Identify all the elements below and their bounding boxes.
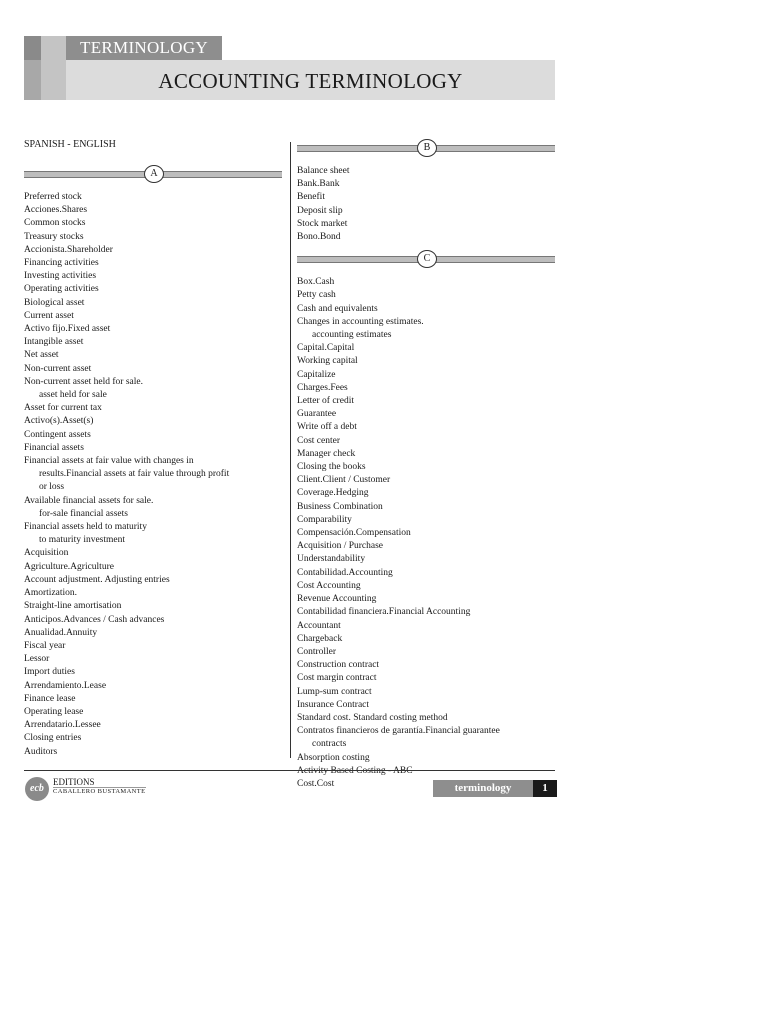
publisher-name-line2: CABALLERO BUSTAMANTE <box>53 788 146 795</box>
glossary-entry: Acciones.Shares <box>24 205 88 216</box>
glossary-entry: Lump-sum contract <box>297 686 372 697</box>
glossary-entry: Asset for current tax <box>24 403 102 414</box>
glossary-entry: Biological asset <box>24 297 85 308</box>
glossary-entry: Cash and equivalents <box>297 303 378 314</box>
glossary-entry <box>297 765 555 778</box>
footer-rule <box>24 770 555 771</box>
glossary-entry: Arrendatario.Lessee <box>24 720 101 731</box>
glossary-entry: Cost.Cost <box>297 778 335 789</box>
page-title: ACCOUNTING TERMINOLOGY <box>158 69 463 93</box>
section-letter-b: B <box>417 139 437 157</box>
glossary-entry: Bono.Bond <box>297 232 341 243</box>
glossary-entry: Insurance Contract <box>297 699 370 710</box>
glossary-entry: Cost center <box>297 435 341 446</box>
language-subtitle: SPANISH - ENGLISH <box>24 139 116 150</box>
glossary-entry: Petty cash <box>297 290 336 301</box>
section-letter-a: A <box>144 165 164 183</box>
publisher-name-line1: EDITIONS <box>53 777 95 787</box>
glossary-entry: Benefit <box>297 192 325 203</box>
section-b-entries <box>297 165 555 244</box>
glossary-entry: Charges.Fees <box>297 382 348 393</box>
glossary-entry: Financial assets <box>24 442 84 453</box>
glossary-entry: Revenue Accounting <box>297 594 377 605</box>
footer-section-label: terminology <box>433 780 533 797</box>
glossary-entry: Net asset <box>24 350 59 361</box>
header-band-left <box>24 60 41 100</box>
section-header-a <box>24 165 282 183</box>
glossary-entry: Treasury stocks <box>24 231 84 242</box>
glossary-entry: Business Combination <box>297 501 383 512</box>
glossary-entry: Lessor <box>24 654 50 665</box>
glossary-entry: Financing activities <box>24 258 99 269</box>
glossary-entry: Auditors <box>24 746 58 757</box>
glossary-entry: Compensación.Compensation <box>297 528 411 539</box>
glossary-entry: Standard cost. Standard costing method <box>297 712 448 723</box>
glossary-entry: asset held for sale <box>39 390 107 401</box>
glossary-entry: Anticipos.Advances / Cash advances <box>24 614 165 625</box>
glossary-entry: Closing the books <box>297 462 366 473</box>
glossary-entry: Accionista.Shareholder <box>24 244 113 255</box>
glossary-entry: for-sale financial assets <box>39 508 128 519</box>
glossary-entry: Agriculture.Agriculture <box>24 561 114 572</box>
glossary-entry: Construction contract <box>297 660 380 671</box>
glossary-entry: Balance sheet <box>297 166 350 176</box>
glossary-entry: Financial assets at fair value with changes in <box>24 456 194 467</box>
section-header-b <box>297 139 555 157</box>
glossary-entry: Non-current asset <box>24 363 92 374</box>
glossary-entry: Letter of credit <box>297 396 354 407</box>
glossary-entry: accounting estimates <box>312 330 392 341</box>
section-c-entries <box>297 276 555 791</box>
glossary-entry: Box.Cash <box>297 277 335 288</box>
glossary-entry: Available financial assets for sale. <box>24 495 154 506</box>
glossary-entry: Activo fijo.Fixed asset <box>24 324 111 335</box>
glossary-entry: Manager check <box>297 448 356 459</box>
publisher-logo: ecb <box>25 777 49 801</box>
header-accent-light <box>41 36 66 100</box>
glossary-entry: Fiscal year <box>24 640 66 651</box>
column-divider <box>290 142 291 758</box>
page-number: 1 <box>533 780 557 797</box>
glossary-entry: Capital.Capital <box>297 343 355 354</box>
glossary-entry: results.Financial assets at fair value through profit <box>39 469 230 480</box>
glossary-entry: Contratos financieros de garantía.Financial guarantee <box>297 726 500 737</box>
glossary-entry: Cost margin contract <box>297 673 377 684</box>
glossary-entry: Comparability <box>297 514 352 525</box>
glossary-entry: Preferred stock <box>24 192 82 202</box>
glossary-entry: Non-current asset held for sale. <box>24 376 143 387</box>
glossary-entry: Finance lease <box>24 693 76 704</box>
glossary-entry: Chargeback <box>297 633 343 644</box>
glossary-entry: Contabilidad financiera.Financial Accounting <box>297 607 471 618</box>
glossary-entry: Bank.Bank <box>297 179 340 190</box>
glossary-entry: contracts <box>312 739 347 750</box>
glossary-entry: Operating lease <box>24 706 84 717</box>
glossary-entry: Financial assets held to maturity <box>24 522 147 533</box>
glossary-entry: Contingent assets <box>24 429 91 440</box>
glossary-entry: Accountant <box>297 620 341 631</box>
glossary-entry: Operating activities <box>24 284 99 295</box>
glossary-entry: Common stocks <box>24 218 86 229</box>
glossary-entry: Understandability <box>297 554 366 565</box>
glossary-entry: Contabilidad.Accounting <box>297 567 393 578</box>
glossary-entry: Working capital <box>297 356 358 367</box>
glossary-entry: Closing entries <box>24 733 82 744</box>
glossary-entry: Investing activities <box>24 271 97 282</box>
glossary-entry: Guarantee <box>297 409 337 420</box>
glossary-entry: Capitalize <box>297 369 336 380</box>
glossary-entry: Amortization. <box>24 588 78 599</box>
section-letter-c: C <box>417 250 437 268</box>
glossary-entry: Controller <box>297 646 337 657</box>
glossary-entry: Arrendamiento.Lease <box>24 680 107 691</box>
glossary-entry: Straight-line amortisation <box>24 601 122 612</box>
right-column <box>297 139 555 791</box>
glossary-entry: Cost Accounting <box>297 580 361 591</box>
glossary-entry: Import duties <box>24 667 75 678</box>
glossary-entry: Coverage.Hedging <box>297 488 369 499</box>
section-a-entries <box>24 191 282 759</box>
glossary-entry: Client.Client / Customer <box>297 475 391 486</box>
glossary-entry: Account adjustment. Adjusting entries <box>24 574 170 585</box>
glossary-entry: to maturity investment <box>39 535 126 546</box>
glossary-entry: Anualidad.Annuity <box>24 627 98 638</box>
glossary-entry: Acquisition <box>24 548 69 559</box>
glossary-entry: Activo(s).Asset(s) <box>24 416 94 427</box>
left-column <box>24 139 282 759</box>
header-tab-label: TERMINOLOGY <box>66 36 222 60</box>
glossary-entry: Deposit slip <box>297 205 343 216</box>
glossary-entry: Current asset <box>24 310 74 321</box>
glossary-entry: Changes in accounting estimates. <box>297 316 424 327</box>
glossary-entry: or loss <box>39 482 65 493</box>
glossary-entry: Acquisition / Purchase <box>297 541 384 552</box>
glossary-entry: Write off a debt <box>297 422 357 433</box>
glossary-entry: Intangible asset <box>24 337 84 348</box>
section-header-c <box>297 250 555 268</box>
glossary-entry: Stock market <box>297 218 348 229</box>
glossary-entry: Absorption costing <box>297 752 370 763</box>
